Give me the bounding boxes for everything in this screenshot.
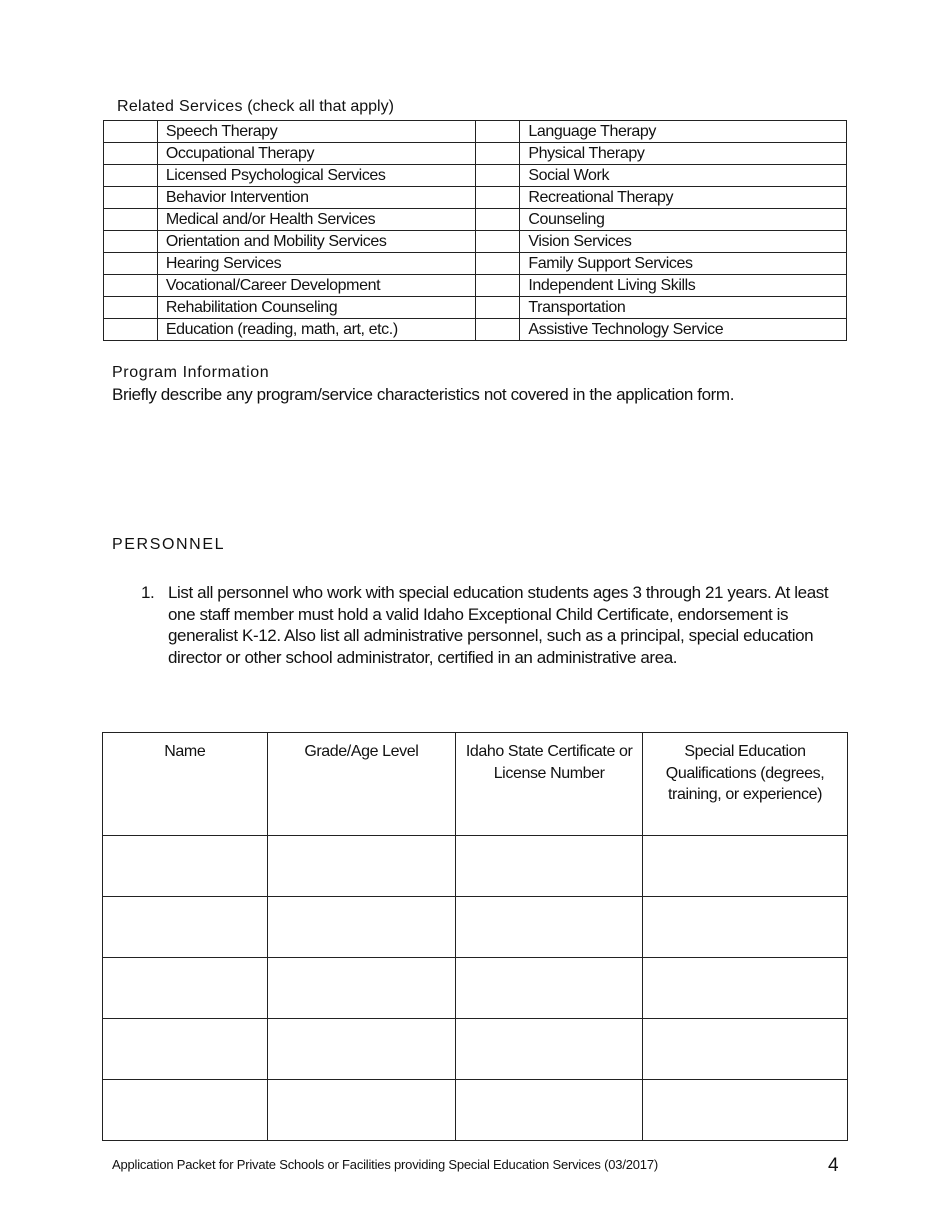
header-grade-age-level: Grade/Age Level	[267, 733, 456, 836]
personnel-instruction-text: List all personnel who work with special education students ages 3 through 21 years. At least one staff member must hold a valid Idaho Exceptional Child Certificate, endorsement is generalist K-12. Also list all administrative personnel, such as a principal, special education director or other school administrator, certified in an administrative area.	[168, 583, 829, 667]
service-check-cell[interactable]	[104, 319, 158, 341]
service-check-cell[interactable]	[475, 209, 520, 231]
service-row	[104, 209, 847, 231]
service-label: Recreational Therapy	[520, 187, 847, 209]
service-label: Occupational Therapy	[157, 143, 475, 165]
service-row	[104, 253, 847, 275]
service-check-cell[interactable]	[475, 187, 520, 209]
personnel-certificate-number-cell[interactable]	[456, 897, 643, 958]
service-label: Vision Services	[520, 231, 847, 253]
personnel-certificate-number-cell[interactable]	[456, 1080, 643, 1141]
service-check-cell[interactable]	[104, 231, 158, 253]
personnel-grade-age-level-cell[interactable]	[267, 836, 456, 897]
service-check-cell[interactable]	[475, 143, 520, 165]
personnel-grade-age-level-cell[interactable]	[267, 1019, 456, 1080]
service-check-cell[interactable]	[104, 143, 158, 165]
personnel-qualifications-cell[interactable]	[643, 1080, 848, 1141]
service-check-cell[interactable]	[475, 121, 520, 143]
personnel-entry-row	[103, 1080, 848, 1141]
service-check-cell[interactable]	[104, 209, 158, 231]
service-label: Physical Therapy	[520, 143, 847, 165]
personnel-name-cell[interactable]	[103, 1019, 268, 1080]
service-label: Education (reading, math, art, etc.)	[157, 319, 475, 341]
personnel-qualifications-cell[interactable]	[643, 1019, 848, 1080]
service-label: Transportation	[520, 297, 847, 319]
service-label: Licensed Psychological Services	[157, 165, 475, 187]
personnel-entry-row	[103, 897, 848, 958]
related-services-note: (check all that apply)	[247, 98, 394, 115]
service-check-cell[interactable]	[104, 275, 158, 297]
service-label: Language Therapy	[520, 121, 847, 143]
personnel-table	[102, 732, 848, 1141]
personnel-entry-row	[103, 1019, 848, 1080]
service-check-cell[interactable]	[475, 253, 520, 275]
service-check-cell[interactable]	[475, 231, 520, 253]
personnel-grade-age-level-cell[interactable]	[267, 897, 456, 958]
service-check-cell[interactable]	[104, 253, 158, 275]
service-check-cell[interactable]	[475, 275, 520, 297]
service-check-cell[interactable]	[104, 297, 158, 319]
service-row	[104, 165, 847, 187]
service-label: Speech Therapy	[157, 121, 475, 143]
service-row	[104, 121, 847, 143]
service-check-cell[interactable]	[104, 187, 158, 209]
service-label: Independent Living Skills	[520, 275, 847, 297]
service-row	[104, 187, 847, 209]
personnel-certificate-number-cell[interactable]	[456, 1019, 643, 1080]
service-label: Social Work	[520, 165, 847, 187]
personnel-qualifications-cell[interactable]	[643, 836, 848, 897]
personnel-name-cell[interactable]	[103, 836, 268, 897]
footer-text: Application Packet for Private Schools or Facilities providing Special Education Services (03/2017)	[112, 1157, 658, 1172]
related-services-heading	[117, 98, 394, 116]
personnel-qualifications-cell[interactable]	[643, 958, 848, 1019]
service-label: Hearing Services	[157, 253, 475, 275]
service-label: Family Support Services	[520, 253, 847, 275]
personnel-grade-age-level-cell[interactable]	[267, 1080, 456, 1141]
service-row	[104, 297, 847, 319]
service-label: Medical and/or Health Services	[157, 209, 475, 231]
page-number: 4	[828, 1155, 839, 1176]
service-label: Orientation and Mobility Services	[157, 231, 475, 253]
personnel-table-header-row	[103, 733, 848, 836]
related-services-table	[103, 120, 847, 341]
list-number: 1.	[141, 583, 155, 602]
service-row	[104, 231, 847, 253]
related-services-title: Related Services	[117, 98, 243, 115]
personnel-name-cell[interactable]	[103, 1080, 268, 1141]
header-qualifications: Special Education Qualifications (degrees, training, or experience)	[643, 733, 848, 836]
service-check-cell[interactable]	[475, 319, 520, 341]
service-label: Counseling	[520, 209, 847, 231]
personnel-heading: PERSONNEL	[112, 536, 226, 553]
personnel-name-cell[interactable]	[103, 958, 268, 1019]
personnel-qualifications-cell[interactable]	[643, 897, 848, 958]
personnel-certificate-number-cell[interactable]	[456, 958, 643, 1019]
program-information-heading: Program Information	[112, 364, 270, 381]
personnel-entry-row	[103, 836, 848, 897]
service-row	[104, 143, 847, 165]
service-check-cell[interactable]	[104, 165, 158, 187]
service-label: Vocational/Career Development	[157, 275, 475, 297]
personnel-certificate-number-cell[interactable]	[456, 836, 643, 897]
service-check-cell[interactable]	[475, 297, 520, 319]
service-check-cell[interactable]	[475, 165, 520, 187]
personnel-name-cell[interactable]	[103, 897, 268, 958]
service-row	[104, 319, 847, 341]
service-label: Assistive Technology Service	[520, 319, 847, 341]
personnel-entry-row	[103, 958, 848, 1019]
header-name: Name	[103, 733, 268, 836]
program-information-description: Briefly describe any program/service characteristics not covered in the application form.	[112, 385, 735, 404]
personnel-grade-age-level-cell[interactable]	[267, 958, 456, 1019]
service-label: Rehabilitation Counseling	[157, 297, 475, 319]
header-certificate-number: Idaho State Certificate or License Number	[456, 733, 643, 836]
service-row	[104, 275, 847, 297]
service-label: Behavior Intervention	[157, 187, 475, 209]
service-check-cell[interactable]	[104, 121, 158, 143]
